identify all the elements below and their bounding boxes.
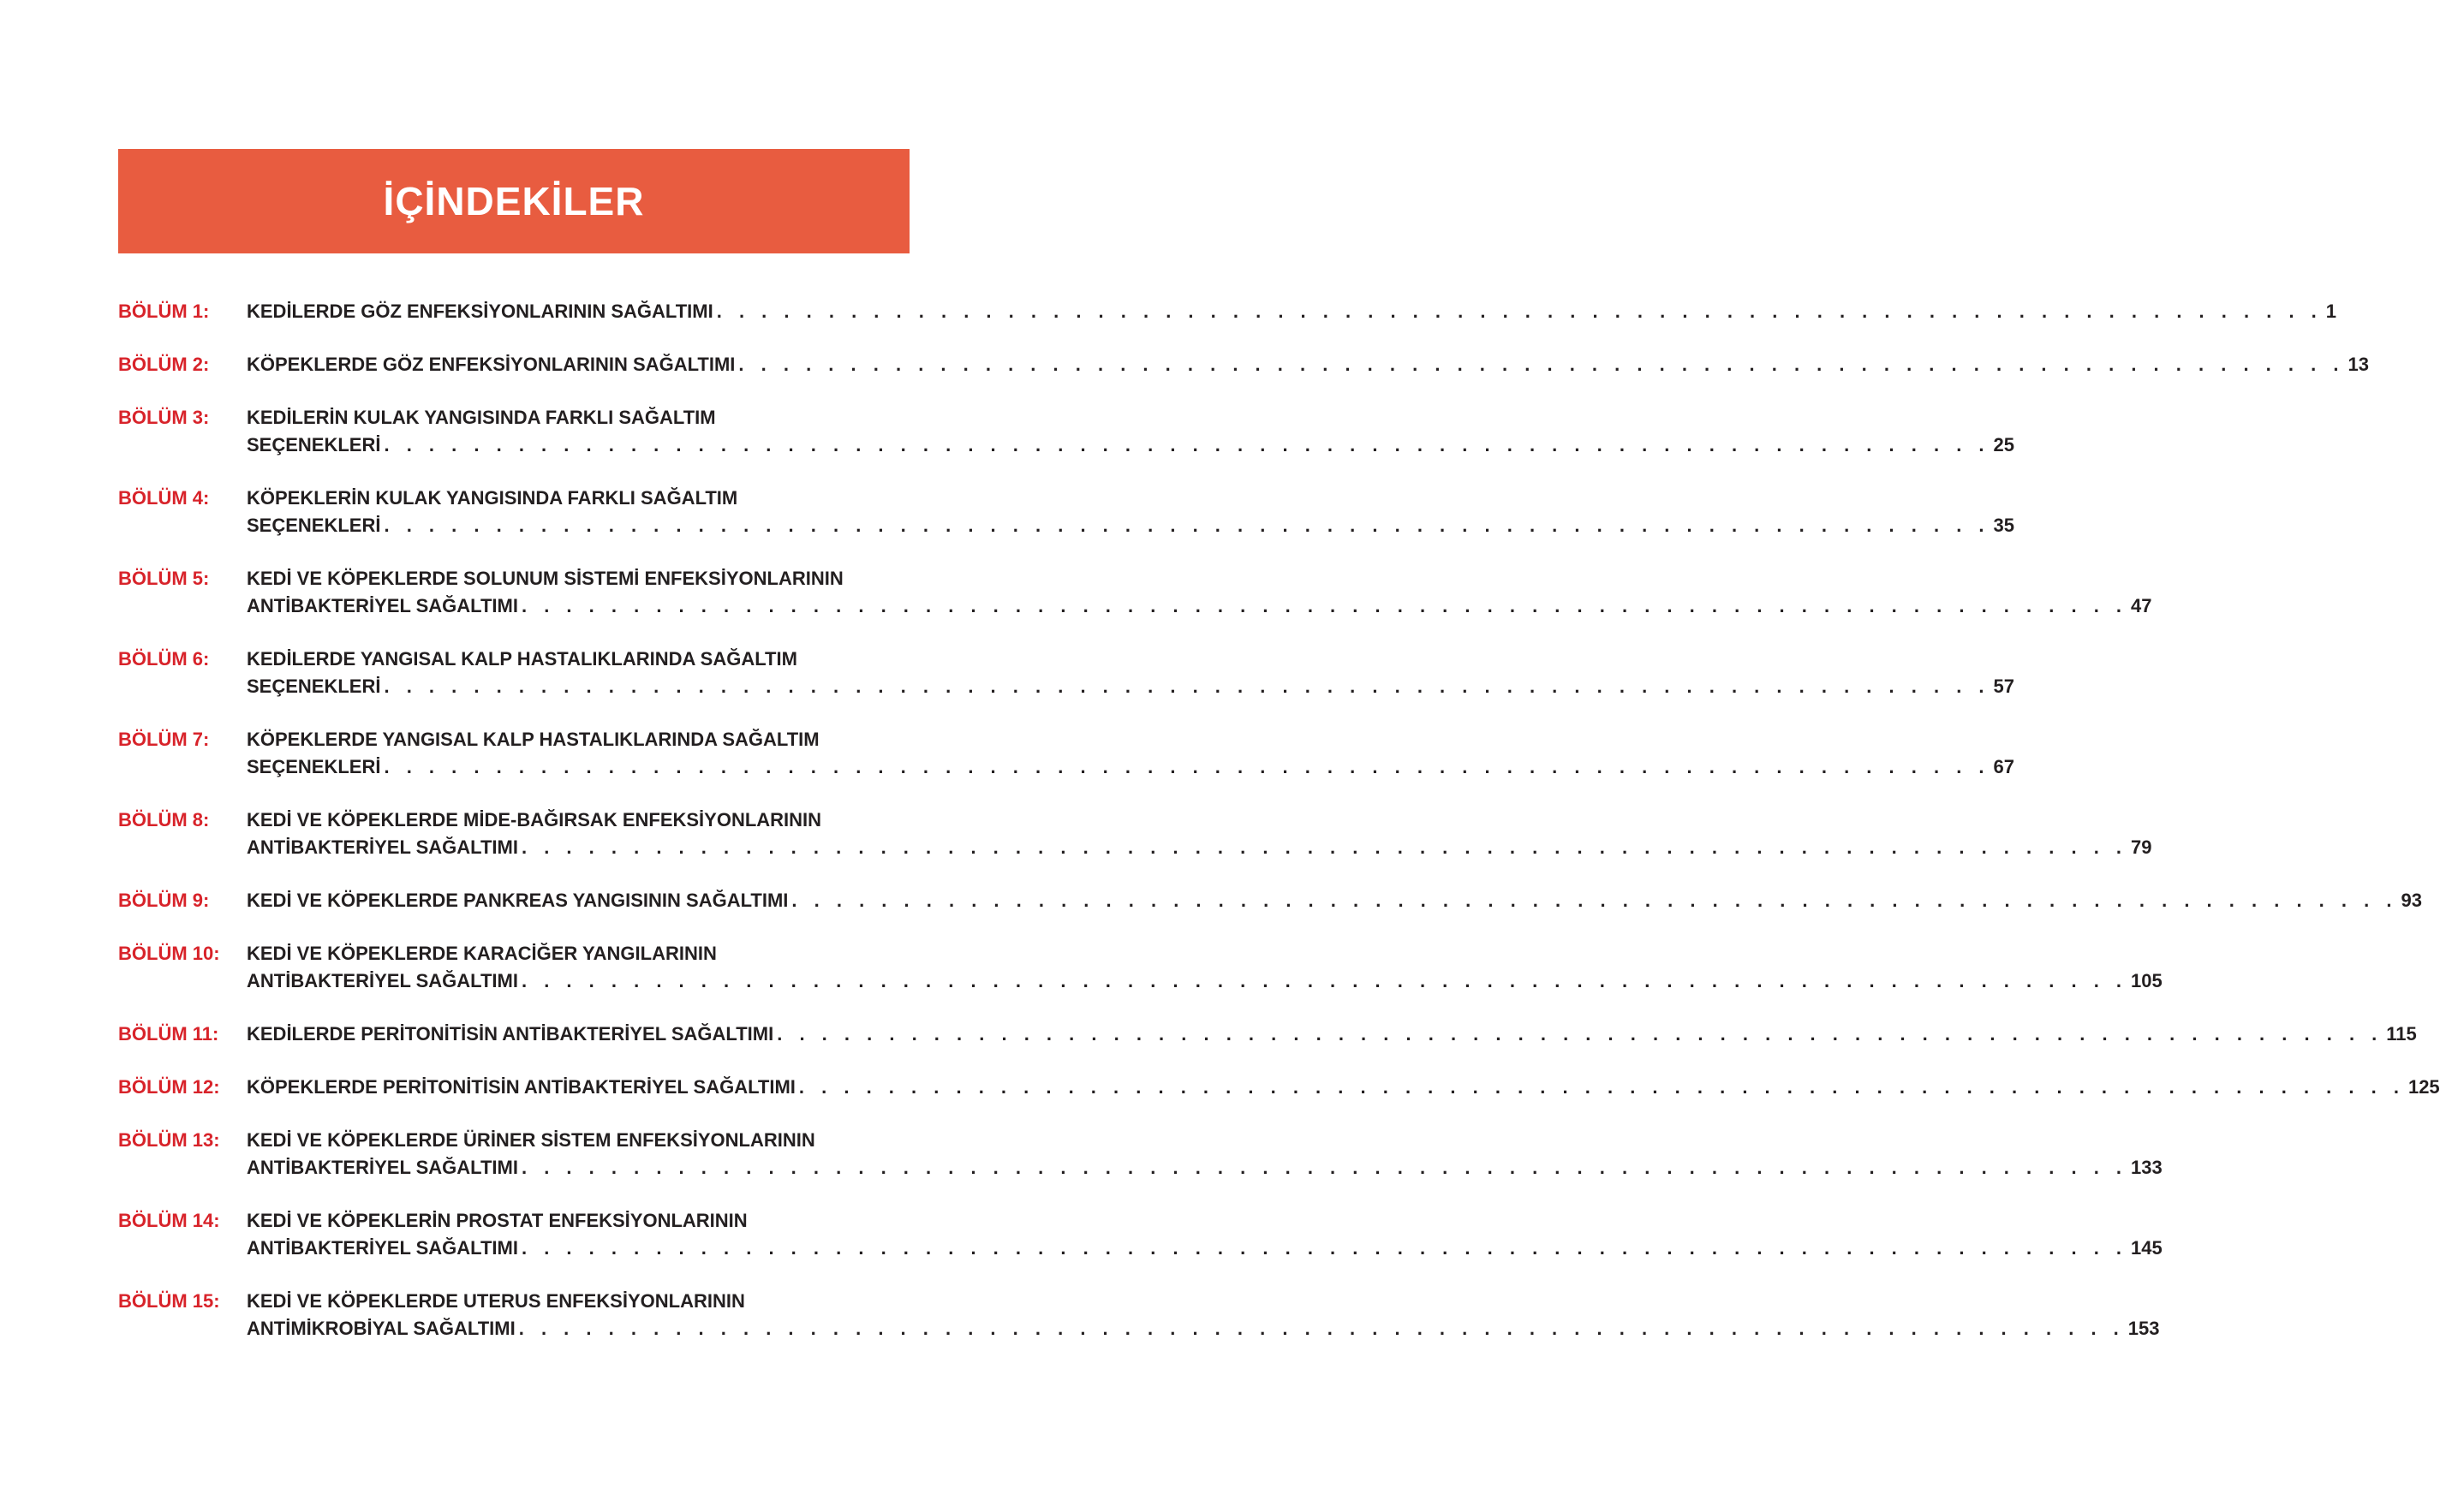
chapter-title-last-line (247, 834, 2152, 861)
dot-leader: . . . . . . . . . . . . . . . . . . . . . . . . . . . . . . . . . . . . . . . . . . . . . . . . . . . . . . . . . . . . . . . . . . . . . . . . (798, 1076, 2405, 1098)
chapter-title-last-line (247, 673, 2015, 700)
page-number[interactable]: 125 (2407, 1076, 2440, 1098)
chapter-label: BÖLÜM 12: (118, 1076, 220, 1098)
chapter-title-line: SEÇENEKLERİ (247, 676, 381, 697)
dot-leader: . . . . . . . . . . . . . . . . . . . . . . . . . . . . . . . . . . . . . . . . . . . . . . . . . . . . . . . . . . . . . . . . . . . . . . . . (716, 301, 2323, 322)
chapter-title-last-line (247, 753, 2015, 781)
page-number[interactable]: 115 (2386, 1023, 2417, 1045)
chapter-title-line: KEDİ VE KÖPEKLERDE UTERUS ENFEKSİYONLARININ (247, 1290, 745, 1312)
chapter-title-last-line (247, 432, 2015, 459)
dot-leader: . . . . . . . . . . . . . . . . . . . . . . . . . . . . . . . . . . . . . . . . . . . . . . . . . . . . . . . . . . . . . . . . . . . . . . . . (518, 1318, 2125, 1339)
chapter-title-line: KEDİLERİN KULAK YANGISINDA FARKLI SAĞALTIM (247, 407, 716, 428)
dot-leader: . . . . . . . . . . . . . . . . . . . . . . . . . . . . . . . . . . . . . . . . . . . . . . . . . . . . . . . . . . . . . . . . . . . . . . . . (521, 970, 2128, 991)
toc-entry[interactable] (118, 726, 2015, 781)
toc-entry-body (247, 565, 2152, 620)
chapter-title-last-line (247, 967, 2163, 995)
page-number[interactable]: 47 (2131, 595, 2152, 616)
toc-entry[interactable] (118, 940, 2163, 995)
chapter-title-line: ANTİBAKTERİYEL SAĞALTIMI (247, 1237, 518, 1259)
header-banner (118, 149, 910, 253)
toc-entry[interactable] (118, 1207, 2163, 1262)
chapter-title-last-line (247, 592, 2152, 620)
page-number[interactable]: 153 (2127, 1318, 2160, 1339)
page-number[interactable]: 13 (2348, 354, 2369, 375)
chapter-label: BÖLÜM 10: (118, 943, 220, 964)
toc-entry[interactable] (118, 565, 2152, 620)
dot-leader: . . . . . . . . . . . . . . . . . . . . . . . . . . . . . . . . . . . . . . . . . . . . . . . . . . . . . . . . . . . . . . . . . . . . . . . . (738, 354, 2345, 375)
chapter-title-last-line (247, 1315, 2160, 1342)
page-number[interactable]: 133 (2131, 1157, 2163, 1178)
chapter-title-line: ANTİBAKTERİYEL SAĞALTIMI (247, 1157, 518, 1178)
toc-entry-body (247, 726, 2015, 781)
chapter-label: BÖLÜM 1: (118, 301, 210, 322)
dot-leader: . . . . . . . . . . . . . . . . . . . . . . . . . . . . . . . . . . . . . . . . . . . . . . . . . . . . . . . . . . . . . . . . . . . . . . . . (777, 1023, 2383, 1045)
chapter-label: BÖLÜM 15: (118, 1290, 220, 1312)
chapter-title-line: KEDİ VE KÖPEKLERİN PROSTAT ENFEKSİYONLARININ (247, 1210, 748, 1231)
toc-entry-body (247, 646, 2015, 700)
dot-leader: . . . . . . . . . . . . . . . . . . . . . . . . . . . . . . . . . . . . . . . . . . . . . . . . . . . . . . . . . . . . . . . . . . . . . . . . (521, 1237, 2128, 1259)
toc-entry-body (247, 351, 2369, 378)
page-number[interactable]: 105 (2131, 970, 2163, 991)
chapter-title-line: KEDİ VE KÖPEKLERDE KARACİĞER YANGILARININ (247, 943, 717, 964)
chapter-label: BÖLÜM 9: (118, 890, 210, 911)
chapter-title-line: ANTİMİKROBİYAL SAĞALTIMI (247, 1318, 516, 1339)
toc-entry[interactable] (118, 351, 2369, 378)
page-number[interactable]: 93 (2401, 890, 2422, 911)
chapter-label: BÖLÜM 7: (118, 729, 210, 750)
page-title: İÇİNDEKİLER (383, 179, 645, 223)
chapter-title-last-line (247, 887, 2422, 914)
chapter-title-line: KEDİ VE KÖPEKLERDE PANKREAS YANGISININ SAĞALTIMI (247, 890, 789, 911)
dot-leader: . . . . . . . . . . . . . . . . . . . . . . . . . . . . . . . . . . . . . . . . . . . . . . . . . . . . . . . . . . . . . . . . . . . . . . . . (384, 756, 1990, 777)
chapter-title-line: KEDİLERDE YANGISAL KALP HASTALIKLARINDA SAĞALTIM (247, 648, 797, 670)
chapter-title-line: SEÇENEKLERİ (247, 515, 381, 536)
chapter-title-line: SEÇENEKLERİ (247, 756, 381, 777)
toc-entry-body (247, 807, 2152, 861)
page-number[interactable]: 1 (2325, 301, 2337, 322)
toc-entry[interactable] (118, 1127, 2163, 1182)
dot-leader: . . . . . . . . . . . . . . . . . . . . . . . . . . . . . . . . . . . . . . . . . . . . . . . . . . . . . . . . . . . . . . . . . . . . . . . . (521, 595, 2128, 616)
chapter-label: BÖLÜM 5: (118, 568, 210, 589)
dot-leader: . . . . . . . . . . . . . . . . . . . . . . . . . . . . . . . . . . . . . . . . . . . . . . . . . . . . . . . . . . . . . . . . . . . . . . . . (521, 1157, 2128, 1178)
toc-entry-body (247, 298, 2337, 325)
page-number[interactable]: 57 (1993, 676, 2015, 697)
dot-leader: . . . . . . . . . . . . . . . . . . . . . . . . . . . . . . . . . . . . . . . . . . . . . . . . . . . . . . . . . . . . . . . . . . . . . . . . (384, 515, 1990, 536)
toc-entry-body (247, 1127, 2163, 1182)
toc-entry-body (247, 404, 2015, 459)
toc-entry[interactable] (118, 1021, 2417, 1048)
toc-entry-body (247, 1074, 2440, 1101)
toc-entry-body (247, 940, 2163, 995)
chapter-title-line: KÖPEKLERDE PERİTONİTİSİN ANTİBAKTERİYEL SAĞALTIMI (247, 1076, 796, 1098)
chapter-title-last-line (247, 512, 2015, 539)
chapter-label: BÖLÜM 3: (118, 407, 210, 428)
chapter-title-line: KEDİ VE KÖPEKLERDE SOLUNUM SİSTEMİ ENFEKSİYONLARININ (247, 568, 844, 589)
toc-entry[interactable] (118, 807, 2152, 861)
chapter-title-line: SEÇENEKLERİ (247, 434, 381, 455)
toc-entry[interactable] (118, 887, 2422, 914)
chapter-title-line: ANTİBAKTERİYEL SAĞALTIMI (247, 836, 518, 858)
chapter-title-last-line (247, 298, 2337, 325)
chapter-title-last-line (247, 1021, 2417, 1048)
chapter-title-line: KEDİ VE KÖPEKLERDE ÜRİNER SİSTEM ENFEKSİYONLARININ (247, 1129, 815, 1151)
toc-entry[interactable] (118, 404, 2015, 459)
chapter-title-line: KÖPEKLERDE GÖZ ENFEKSİYONLARININ SAĞALTIMI (247, 354, 736, 375)
chapter-label: BÖLÜM 8: (118, 809, 210, 830)
page-number[interactable]: 25 (1993, 434, 2015, 455)
chapter-title-last-line (247, 351, 2369, 378)
chapter-title-line: KEDİLERDE PERİTONİTİSİN ANTİBAKTERİYEL SAĞALTIMI (247, 1023, 774, 1045)
toc-entry[interactable] (118, 1288, 2160, 1342)
chapter-title-line: KEDİ VE KÖPEKLERDE MİDE-BAĞIRSAK ENFEKSİYONLARININ (247, 809, 822, 830)
dot-leader: . . . . . . . . . . . . . . . . . . . . . . . . . . . . . . . . . . . . . . . . . . . . . . . . . . . . . . . . . . . . . . . . . . . . . . . . (521, 836, 2128, 858)
page-number[interactable]: 35 (1993, 515, 2015, 536)
toc-entry[interactable] (118, 485, 2015, 539)
toc-entry[interactable] (118, 646, 2015, 700)
page-number[interactable]: 79 (2131, 836, 2152, 858)
dot-leader: . . . . . . . . . . . . . . . . . . . . . . . . . . . . . . . . . . . . . . . . . . . . . . . . . . . . . . . . . . . . . . . . . . . . . . . . (791, 890, 2398, 911)
chapter-title-line: ANTİBAKTERİYEL SAĞALTIMI (247, 595, 518, 616)
chapter-title-line: KEDİLERDE GÖZ ENFEKSİYONLARININ SAĞALTIMI (247, 301, 713, 322)
page-number[interactable]: 67 (1993, 756, 2015, 777)
chapter-title-last-line (247, 1154, 2163, 1182)
chapter-label: BÖLÜM 6: (118, 648, 210, 670)
chapter-label: BÖLÜM 2: (118, 354, 210, 375)
toc-entry[interactable] (118, 298, 2337, 325)
dot-leader: . . . . . . . . . . . . . . . . . . . . . . . . . . . . . . . . . . . . . . . . . . . . . . . . . . . . . . . . . . . . . . . . . . . . . . . . (384, 434, 1990, 455)
chapter-label: BÖLÜM 14: (118, 1210, 220, 1231)
chapter-title-line: KÖPEKLERDE YANGISAL KALP HASTALIKLARINDA SAĞALTIM (247, 729, 820, 750)
dot-leader: . . . . . . . . . . . . . . . . . . . . . . . . . . . . . . . . . . . . . . . . . . . . . . . . . . . . . . . . . . . . . . . . . . . . . . . . (384, 676, 1990, 697)
page-number[interactable]: 145 (2131, 1237, 2163, 1259)
chapter-label: BÖLÜM 4: (118, 487, 210, 509)
toc-entry-body (247, 1288, 2160, 1342)
chapter-title-last-line (247, 1235, 2163, 1262)
toc-entry-body (247, 1021, 2417, 1048)
toc-entry[interactable] (118, 1074, 2440, 1101)
toc-entry-body (247, 485, 2015, 539)
chapter-title-line: KÖPEKLERİN KULAK YANGISINDA FARKLI SAĞALTIM (247, 487, 738, 509)
chapter-title-line: ANTİBAKTERİYEL SAĞALTIMI (247, 970, 518, 991)
table-of-contents (118, 298, 2440, 1368)
toc-entry-body (247, 887, 2422, 914)
chapter-title-last-line (247, 1074, 2440, 1101)
toc-entry-body (247, 1207, 2163, 1262)
chapter-label: BÖLÜM 11: (118, 1023, 219, 1045)
chapter-label: BÖLÜM 13: (118, 1129, 220, 1151)
